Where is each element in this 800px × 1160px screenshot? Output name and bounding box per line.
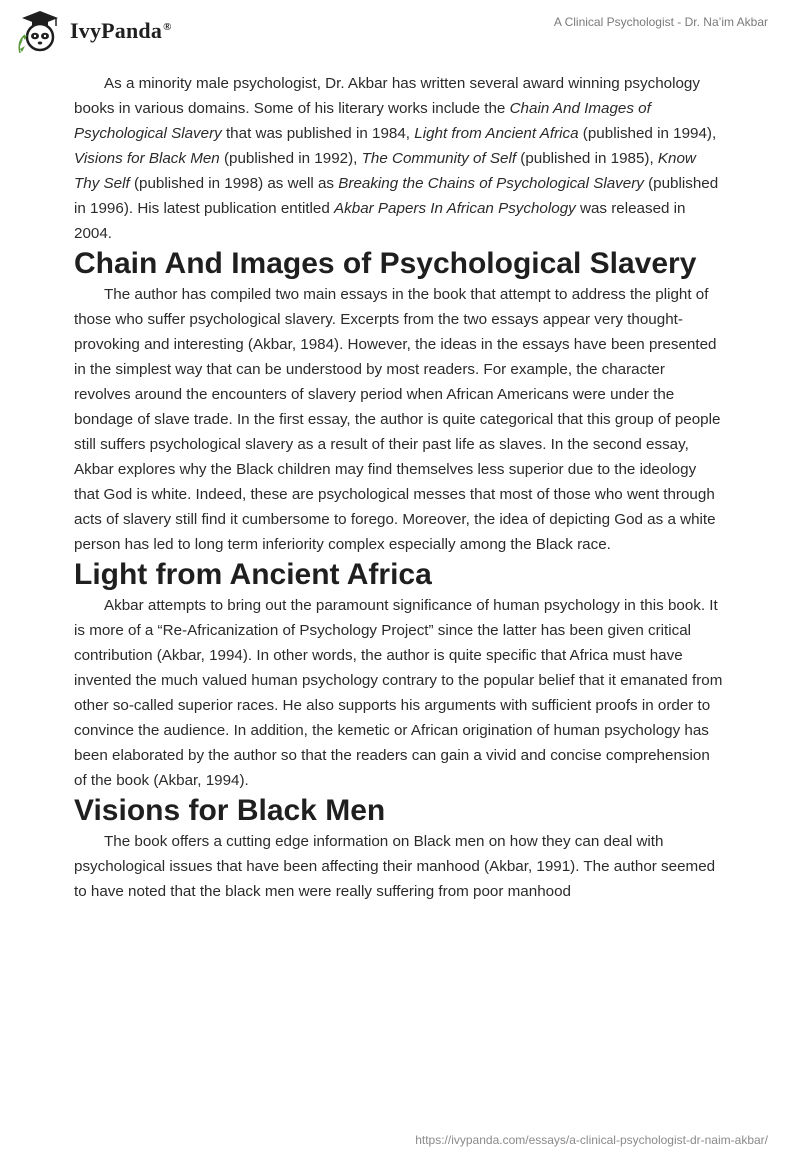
section-heading-visions: Visions for Black Men: [74, 794, 386, 827]
book-title-visions: Visions for Black Men: [74, 150, 220, 167]
book-title-community: The Community of Self: [361, 150, 517, 167]
logo-name: IvyPanda: [70, 18, 163, 43]
registered-mark: ®: [163, 20, 172, 33]
intro-text-3: (published in 1992),: [219, 150, 362, 167]
essay-content: [74, 71, 724, 904]
panda-logo-icon: [14, 9, 64, 53]
book-title-know: Know Thy Self: [74, 150, 696, 192]
book-title-chain: Chain And Images of Psychological Slavery: [74, 100, 651, 142]
section-heading-light: Light from Ancient Africa: [74, 558, 432, 591]
book-title-breaking: Breaking the Chains of Psychological Slavery: [338, 175, 644, 192]
intro-text-5: (published in 1998) as well as: [129, 175, 339, 192]
section-paragraph-visions: The book offers a cutting edge information on Black men on how they can deal with psychological issues that have been affecting their manhood (Akbar, 1991). The author seemed to have noted that the black men were really suffering from poor manhood: [74, 833, 716, 900]
page-header: [0, 0, 800, 60]
section-heading-chain: Chain And Images of Psychological Slavery: [74, 247, 697, 280]
intro-text-6: (published in 1996). His latest publication entitled: [74, 175, 719, 217]
intro-text-4: (published in 1985),: [516, 150, 658, 167]
document-title: A Clinical Psychologist - Dr. Na’im Akbar: [553, 15, 768, 29]
source-url[interactable]: https://ivypanda.com/essays/a-clinical-psychologist-dr-naim-akbar/: [415, 1133, 768, 1147]
book-title-papers: Akbar Papers In African Psychology: [334, 200, 576, 217]
intro-text-1: that was published in 1984,: [221, 125, 415, 142]
section-paragraph-chain: The author has compiled two main essays in the book that attempt to address the plight of those who suffer psychological slavery. Excerpts from the two essays appear very thought-provoking and interesting (Akbar, 1984). However, the ideas in the essays have been presented in the simplest way that can be understood by most readers. For example, the character revolves around the encounters of slavery period when African Americans were under the bondage of slave trade. In the first essay, the author is quite categorical that this group of people still suffers psychological slavery as a result of their past life as slaves. In the second essay, Akbar explores why the Black children may find themselves less superior due to the ideology that God is white. Indeed, these are psychological messes that most of those who went through acts of slavery still find it cumbersome to forego. Moreover, the idea of depicting God as a white person has led to long term inferiority complex especially among the Black race.: [74, 286, 721, 553]
book-title-light: Light from Ancient Africa: [414, 125, 579, 142]
intro-text-7: was released in 2004.: [74, 200, 686, 242]
logo-text: [70, 18, 172, 44]
ivypanda-logo[interactable]: [14, 9, 172, 53]
section-paragraph-light: Akbar attempts to bring out the paramount significance of human psychology in this book. It is more of a “Re-Africanization of Psychology Project” since the latter has been given critical contribution (Akbar, 1994). In other words, the author is quite specific that Africa must have invented the much valued human psychology contrary to the popular belief that it emanated from other so-called superior races. He also supports his arguments with sufficient proofs in order to convince the audience. In addition, the kemetic or African origination of human psychology has been elaborated by the author so that the readers can gain a vivid and concise comprehension of the book (Akbar, 1994).: [74, 597, 723, 789]
intro-text-2: (published in 1994),: [578, 125, 717, 142]
intro-paragraph: [74, 71, 724, 246]
intro-text-0: As a minority male psychologist, Dr. Akbar has written several award winning psychology books in various domains. Some of his literary works include the: [74, 75, 700, 117]
